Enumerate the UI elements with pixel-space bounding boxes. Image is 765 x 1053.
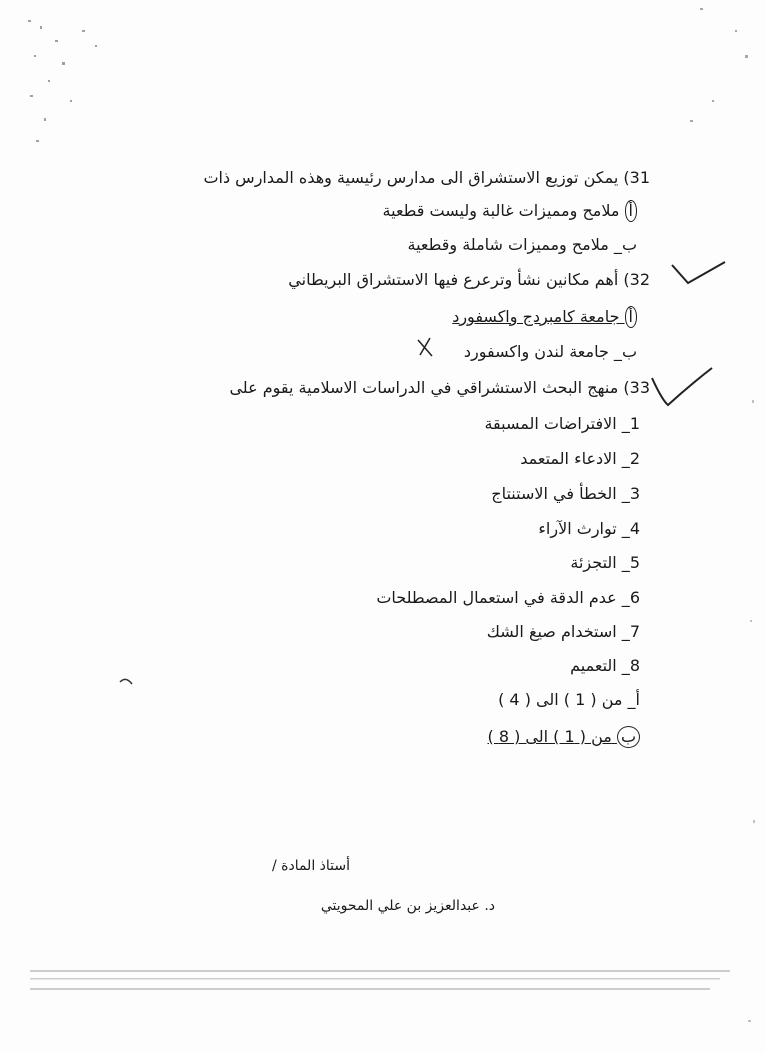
- question-separator: ): [618, 270, 630, 289]
- option-label: أ: [635, 690, 640, 709]
- check-mark-icon: [652, 368, 712, 405]
- item-text: الخطأ في الاستنتاج: [491, 484, 617, 503]
- item-number: 5: [629, 553, 640, 572]
- question-separator: ): [618, 378, 630, 397]
- option-label: ب: [617, 726, 640, 748]
- question-number: 33: [629, 378, 650, 397]
- option-label: ب: [621, 342, 637, 361]
- item-dash: _: [616, 449, 630, 468]
- question-number: 32: [629, 270, 650, 289]
- item-number: 4: [629, 519, 640, 538]
- item-text: الافتراضات المسبقة: [484, 414, 617, 433]
- option-dash: _: [608, 235, 622, 254]
- question-separator: ): [618, 168, 630, 187]
- item-text: التعميم: [570, 656, 617, 675]
- item-number: 1: [629, 414, 640, 433]
- scan-noise-bottom-band: [30, 970, 730, 990]
- teacher-title: أستاذ المادة /: [271, 858, 350, 874]
- check-mark-icon: [672, 262, 725, 283]
- question-text: يمكن توزيع الاستشراق الى مدارس رئيسية وهذه المدارس ذات: [203, 168, 619, 187]
- scan-noise-top-left: [28, 20, 97, 142]
- option-dash: _: [622, 690, 636, 709]
- option-text: ملامح ومميزات غالبة وليست قطعية: [382, 201, 620, 220]
- option-dash: _: [608, 342, 622, 361]
- item-dash: _: [616, 519, 630, 538]
- option-text: من ( 1 ) الى ( 4 ): [498, 690, 623, 709]
- question-text: منهج البحث الاستشراقي في الدراسات الاسلامية يقوم على: [229, 378, 619, 397]
- item-text: التجزئة: [570, 553, 617, 572]
- item-number: 2: [629, 449, 640, 468]
- option-text: من ( 1 ) الى ( 8 ): [487, 727, 612, 746]
- question-text: أهم مكانين نشأ وترعرع فيها الاستشراق البريطاني: [288, 270, 619, 289]
- option-label: ب: [621, 235, 637, 254]
- item-number: 7: [629, 622, 640, 641]
- option-text: جامعة لندن واكسفورد: [463, 342, 609, 361]
- scan-noise-top-right: [690, 8, 748, 122]
- question-number: 31: [629, 168, 650, 187]
- item-text: استخدام صيغ الشك: [486, 622, 617, 641]
- item-number: 8: [629, 656, 640, 675]
- item-dash: _: [616, 484, 630, 503]
- item-text: الادعاء المتعمد: [520, 449, 617, 468]
- item-text: توارث الآراء: [538, 519, 617, 538]
- item-dash: _: [616, 553, 630, 572]
- item-dash: _: [616, 414, 630, 433]
- item-text: عدم الدقة في استعمال المصطلحات: [376, 588, 617, 607]
- option-text: جامعة كامبردج واكسفورد: [452, 307, 620, 326]
- item-dash: _: [616, 588, 630, 607]
- option-text: ملامح ومميزات شاملة وقطعية: [407, 235, 609, 254]
- item-number: 3: [629, 484, 640, 503]
- option-label: أ: [625, 306, 637, 328]
- teacher-name: د. عبدالعزيز بن علي المحويتي: [320, 898, 495, 914]
- item-dash: _: [616, 656, 630, 675]
- item-number: 6: [629, 588, 640, 607]
- scan-noise-right-edge: [748, 400, 755, 1022]
- option-label: أ: [625, 200, 637, 222]
- item-dash: _: [616, 622, 630, 641]
- scribble-icon: [120, 679, 132, 684]
- cross-mark-icon: [418, 338, 432, 356]
